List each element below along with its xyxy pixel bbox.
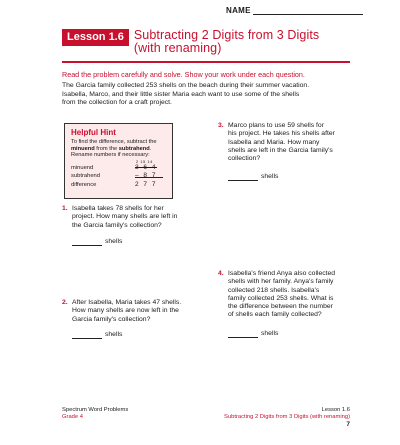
minuend-value: 3 6 4 (135, 164, 157, 171)
answer-blank[interactable] (228, 173, 258, 181)
question-4 (218, 270, 358, 342)
question-text (72, 205, 177, 230)
regroup-digits: 2 15 14 (136, 159, 153, 164)
difference-label: difference (71, 182, 97, 188)
answer-unit: shells (261, 330, 279, 337)
question-text (72, 299, 181, 324)
question-line: Garcia family's collection? (72, 315, 151, 323)
hint-line-1: To find the difference, subtract the (71, 139, 157, 145)
question-text (228, 270, 335, 320)
question-line: shells are left in the Garcia family's (228, 146, 333, 154)
question-line: Isabella takes 78 shells for her (72, 205, 164, 212)
hint-term-subtrahend: subtrahend (118, 145, 150, 152)
answer-blank[interactable] (72, 331, 102, 339)
question-line: the difference between the number (228, 303, 333, 311)
answer-field[interactable] (228, 330, 278, 338)
instructions: Read the problem carefully and solve. Show your work under each question. (62, 70, 305, 79)
question-line: collection? (228, 155, 261, 163)
question-line: his project. He takes his shells after (228, 130, 335, 138)
book-title: Spectrum Word Problems (62, 407, 129, 413)
helpful-hint-box (64, 123, 173, 199)
story-line-2: Isabella, Marco, and their little sister Maria each want to use some of the shells (62, 90, 300, 98)
question-number: 2. (62, 299, 68, 306)
difference-rule (135, 177, 163, 178)
difference-value: 2 7 7 (135, 181, 157, 188)
answer-blank[interactable] (72, 238, 102, 246)
answer-unit: shells (261, 173, 279, 180)
story-paragraph (62, 82, 352, 108)
story-line-1: The Garcia family collected 253 shells on the beach during their summer vacation. (62, 82, 310, 89)
question-number: 1. (62, 205, 68, 212)
question-line: the Garcia family's collection? (72, 221, 162, 229)
question-2 (62, 299, 197, 349)
answer-blank[interactable] (228, 330, 258, 338)
name-field (226, 6, 363, 15)
answer-field[interactable] (72, 238, 122, 246)
answer-unit: shells (105, 238, 123, 245)
question-line: collected 218 shells. Isabella's (228, 286, 320, 294)
hint-title: Helpful Hint (71, 128, 116, 137)
page-title (134, 29, 319, 55)
hint-line-3: Rename numbers if necessary: (71, 152, 150, 159)
hint-line-2-mid: from the (94, 145, 119, 152)
question-line: project. How many shells are left in (72, 213, 178, 221)
question-number: 3. (218, 122, 224, 129)
subtrahend-value: – 8 7 (135, 172, 157, 179)
title-line-1: Subtracting 2 Digits from 3 Digits (133, 28, 320, 42)
name-line (253, 6, 363, 15)
question-line: How many shells are now left in the (72, 307, 179, 315)
question-3 (218, 122, 358, 184)
question-line: shells with her family. Anya's family (228, 278, 334, 286)
hint-line-2 (71, 146, 169, 153)
grade-label: Grade 4 (62, 414, 83, 420)
answer-field[interactable] (228, 173, 278, 181)
hint-text (71, 139, 169, 159)
question-line: Isabella and Maria. How many (228, 138, 320, 146)
answer-unit: shells (105, 331, 123, 338)
question-line: family collected 253 shells. What is (228, 294, 334, 302)
question-number: 4. (218, 270, 224, 277)
lesson-title (62, 29, 319, 55)
footer-left (62, 407, 128, 421)
lesson-badge: Lesson 1.6 (62, 29, 129, 46)
answer-field[interactable] (72, 331, 122, 339)
minuend-label: minuend (71, 165, 94, 171)
question-line: Isabella's friend Anya also collected (228, 270, 336, 277)
question-line: Marco plans to use 59 shells for (228, 122, 324, 129)
story-line-3: from the collection for a craft project. (62, 99, 172, 107)
title-line-2: (with renaming) (133, 41, 222, 55)
hint-line-2-end: . (149, 145, 152, 152)
title-divider (62, 61, 350, 63)
question-line: of shells each family collected? (228, 311, 322, 319)
question-line: After Isabella, Maria takes 47 shells. (72, 299, 182, 306)
footer-lesson: Lesson 1.6 (321, 407, 350, 413)
name-label: NAME (226, 6, 251, 15)
question-1 (62, 205, 192, 255)
subtrahend-label: subtrahend (71, 173, 101, 179)
footer-lesson-title: Subtracting 2 Digits from 3 Digits (with renaming) (224, 414, 350, 420)
page-number: 7 (346, 421, 350, 428)
footer-right (224, 407, 350, 428)
question-text (228, 122, 335, 163)
hint-term-minuend: minuend (71, 145, 95, 152)
